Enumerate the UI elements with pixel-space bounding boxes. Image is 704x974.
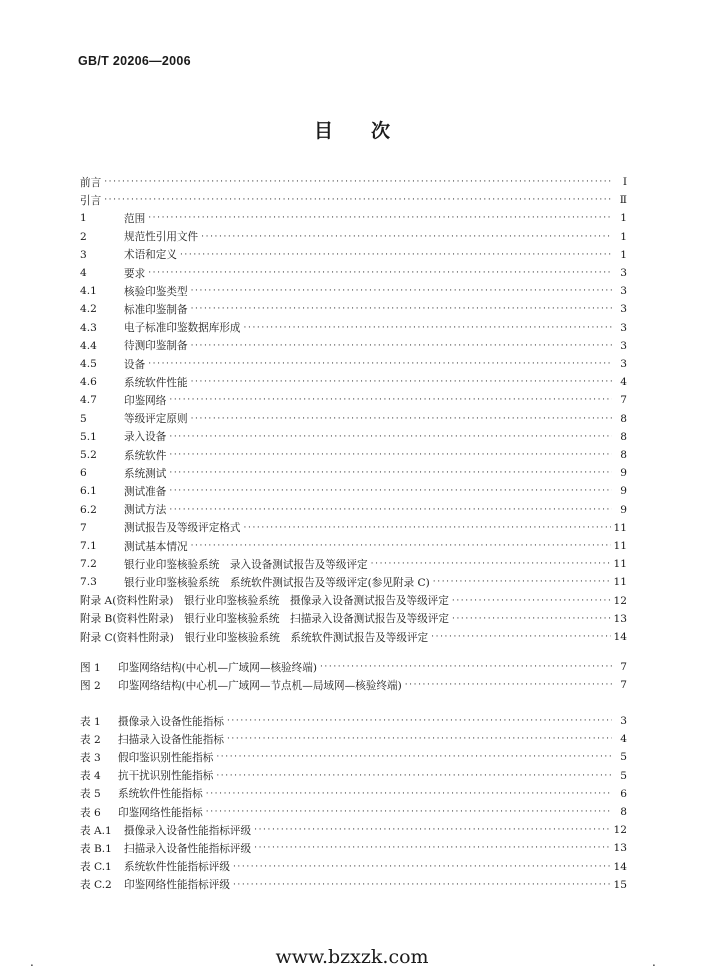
- dot-leader: [169, 450, 612, 460]
- entry-number: 7: [80, 521, 87, 534]
- entry-page: 3: [620, 358, 627, 370]
- entry-title: 测试准备: [124, 485, 167, 498]
- entry-title: 印鉴网络: [124, 394, 167, 407]
- entry-title: 录入设备: [124, 431, 167, 444]
- entry-number: 4: [80, 267, 87, 279]
- entry-title: 扫描录入设备性能指标: [118, 733, 224, 746]
- dot-leader: [227, 716, 612, 726]
- dot-leader: [254, 825, 610, 835]
- entry-page: 8: [620, 449, 627, 461]
- dot-leader: [191, 304, 612, 314]
- entry-page: 13: [613, 612, 627, 625]
- entry-title: 测试基本情况: [124, 540, 188, 553]
- entry-number: 4.4: [80, 339, 97, 352]
- entry-page: 14: [613, 860, 627, 873]
- entry-number: 1: [80, 212, 87, 225]
- toc-entry: [80, 173, 627, 191]
- entry-number: 表 C.2: [80, 879, 112, 892]
- entry-number: 7.1: [80, 540, 97, 552]
- entry-title: 核验印鉴类型: [124, 285, 188, 298]
- toc-entry: [80, 337, 627, 355]
- dot-leader: [104, 195, 612, 205]
- entry-title: 测试方法: [124, 504, 167, 517]
- entry-title: 扫描录入设备性能指标评级: [124, 842, 252, 855]
- entry-title: 待测印鉴制备: [124, 340, 188, 353]
- dot-leader: [320, 662, 612, 672]
- dot-leader: [206, 789, 612, 799]
- table-entry: [80, 876, 627, 894]
- entry-number: 图 2: [80, 679, 101, 692]
- entry-page: 3: [620, 339, 627, 352]
- entry-number: 5.2: [80, 449, 97, 461]
- entry-title: 范围: [124, 212, 146, 225]
- table-entry: [80, 712, 627, 730]
- dot-leader: [148, 213, 612, 223]
- footer-website: www.bzxzk.com: [275, 946, 429, 968]
- dot-leader: [433, 577, 611, 587]
- entry-title: 印鉴网络结构(中心机—广域网—核验终端): [118, 661, 317, 674]
- entry-title: 摄像录入设备性能指标: [118, 715, 224, 728]
- entry-title: 系统软件: [124, 449, 167, 462]
- entry-number: 表 1: [80, 715, 101, 728]
- entry-number: 4.2: [80, 303, 97, 316]
- entry-title: 电子标准印鉴数据库形成: [124, 322, 241, 335]
- entry-page: 15: [613, 878, 627, 891]
- entry-number: 4.6: [80, 376, 97, 389]
- entry-page: 4: [620, 376, 627, 389]
- entry-number: 表 B.1: [80, 842, 112, 855]
- entry-number: 图 1: [80, 661, 101, 674]
- dot-leader: [191, 286, 612, 296]
- dot-leader: [169, 468, 612, 478]
- toc-entry: [80, 573, 627, 591]
- entry-title: 引言: [80, 194, 102, 207]
- entry-number: 5.1: [80, 430, 97, 443]
- entry-title: 抗干扰识别性能指标: [118, 770, 214, 783]
- entry-page: 3: [620, 285, 627, 298]
- dot-leader: [191, 414, 612, 424]
- entry-title: 银行业印鉴核验系统 录入设备测试报告及等级评定: [124, 558, 368, 571]
- toc-entry: [80, 592, 627, 610]
- entry-page: 9: [620, 467, 627, 480]
- entry-number: 6.1: [80, 485, 97, 498]
- toc-entry: [80, 209, 627, 227]
- dot-leader: [216, 771, 612, 781]
- table-entry: [80, 803, 627, 821]
- toc-entry: [80, 555, 627, 573]
- entry-title: 印鉴网络性能指标: [118, 806, 203, 819]
- dot-leader: [452, 596, 611, 606]
- dot-leader: [169, 505, 612, 515]
- dot-leader: [452, 614, 611, 624]
- entry-page: 7: [620, 679, 627, 692]
- entry-number: 4.5: [80, 358, 97, 370]
- dot-leader: [169, 432, 612, 442]
- toc-entry: [80, 246, 627, 264]
- figure-entry: [80, 676, 627, 694]
- table-entry: [80, 748, 627, 766]
- dot-leader: [148, 359, 612, 369]
- entry-page: 11: [613, 558, 627, 571]
- entry-title: 银行业印鉴核验系统 系统软件测试报告及等级评定(参见附录 C): [124, 576, 430, 589]
- toc-entry: [80, 373, 627, 391]
- footer-dot-right: .: [652, 955, 656, 969]
- entry-title: 假印鉴识别性能指标: [118, 751, 214, 764]
- dot-leader: [254, 843, 610, 853]
- entry-title: 系统软件性能指标评级: [124, 861, 230, 874]
- entry-title: 设备: [124, 358, 146, 371]
- entry-number: 4.1: [80, 285, 97, 298]
- entry-page: 1: [620, 212, 627, 225]
- entry-number: 3: [80, 248, 87, 261]
- toc-entry: [80, 391, 627, 409]
- toc-entry: [80, 282, 627, 300]
- toc-entry: [80, 300, 627, 318]
- entry-page: 11: [613, 540, 627, 552]
- table-entry: [80, 858, 627, 876]
- dot-leader: [206, 807, 612, 817]
- entry-title: 印鉴网络性能指标评级: [124, 879, 230, 892]
- entry-title: 附录 A(资料性附录) 银行业印鉴核验系统 摄像录入设备测试报告及等级评定: [80, 595, 449, 608]
- toc-entry: [80, 191, 627, 209]
- entry-page: 7: [620, 661, 627, 673]
- table-entry: [80, 839, 627, 857]
- toc-entry: [80, 519, 627, 537]
- entry-title: 摄像录入设备性能指标评级: [124, 824, 252, 837]
- entry-title: 术语和定义: [124, 249, 177, 262]
- table-entry: [80, 785, 627, 803]
- dot-leader: [148, 268, 612, 278]
- dot-leader: [191, 377, 612, 387]
- dot-leader: [405, 680, 612, 690]
- entry-title: 附录 C(资料性附录) 银行业印鉴核验系统 系统软件测试报告及等级评定: [80, 631, 429, 644]
- toc-entry: [80, 228, 627, 246]
- footer-dot-left: .: [30, 955, 34, 969]
- entry-number: 4.3: [80, 321, 97, 334]
- toc-entry: [80, 355, 627, 373]
- entry-page: 9: [620, 485, 627, 498]
- entry-number: 5: [80, 412, 87, 425]
- entry-page: Ⅰ: [622, 176, 627, 188]
- toc-entry: [80, 610, 627, 628]
- entry-number: 表 A.1: [80, 824, 112, 837]
- entry-page: 6: [620, 787, 627, 800]
- entry-page: 1: [620, 248, 627, 261]
- entry-title: 测试报告及等级评定格式: [124, 522, 241, 535]
- toc-entry: [80, 428, 627, 446]
- entry-title: 标准印鉴制备: [124, 303, 188, 316]
- entry-page: 8: [620, 806, 627, 818]
- entry-number: 7.2: [80, 558, 97, 571]
- dot-leader: [431, 632, 610, 642]
- toc-entry: [80, 464, 627, 482]
- entry-title: 附录 B(资料性附录) 银行业印鉴核验系统 扫描录入设备测试报告及等级评定: [80, 613, 450, 626]
- toc-entry: [80, 501, 627, 519]
- dot-leader: [227, 734, 612, 744]
- entry-page: 3: [620, 267, 627, 279]
- dot-leader: [201, 232, 612, 242]
- toc-entry: [80, 537, 627, 555]
- entry-page: 9: [620, 503, 627, 516]
- dot-leader: [169, 486, 612, 496]
- toc-entry: [80, 628, 627, 646]
- entry-page: 12: [613, 594, 627, 607]
- table-entry: [80, 730, 627, 748]
- entry-number: 表 3: [80, 751, 101, 764]
- entry-page: 12: [613, 824, 627, 837]
- entry-title: 系统软件性能: [124, 376, 188, 389]
- toc-entry: [80, 410, 627, 428]
- entry-number: 表 C.1: [80, 861, 112, 874]
- entry-page: 8: [620, 412, 627, 425]
- dot-leader: [191, 341, 612, 351]
- entry-title: 规范性引用文件: [124, 231, 199, 244]
- entry-page: 3: [620, 321, 627, 334]
- entry-title: 要求: [124, 267, 146, 280]
- dot-leader: [244, 323, 612, 333]
- entry-page: Ⅱ: [619, 194, 627, 207]
- entry-number: 6: [80, 467, 87, 480]
- entry-page: 14: [613, 631, 627, 643]
- entry-page: 7: [620, 394, 627, 407]
- standard-code: GB/T 20206—2006: [78, 54, 191, 68]
- dot-leader: [169, 395, 612, 405]
- dot-leader: [104, 177, 612, 187]
- entry-number: 表 4: [80, 770, 101, 783]
- entry-page: 3: [620, 715, 627, 727]
- dot-leader: [371, 559, 611, 569]
- table-entry: [80, 821, 627, 839]
- page-title: 目次: [313, 120, 428, 142]
- entry-page: 3: [620, 303, 627, 316]
- entry-number: 6.2: [80, 503, 97, 516]
- entry-number: 4.7: [80, 394, 97, 407]
- toc-entry: [80, 319, 627, 337]
- entry-page: 13: [613, 842, 627, 855]
- entry-number: 表 5: [80, 788, 101, 801]
- entry-number: 表 6: [80, 806, 101, 819]
- toc-entry: [80, 264, 627, 282]
- entry-title: 印鉴网络结构(中心机—广域网—节点机—局域网—核验终端): [118, 679, 402, 692]
- dot-leader: [216, 752, 612, 762]
- entry-page: 11: [613, 521, 627, 534]
- toc-entry: [80, 446, 627, 464]
- dot-leader: [180, 250, 612, 260]
- entry-number: 表 2: [80, 733, 101, 746]
- entry-title: 前言: [80, 176, 102, 189]
- table-entry: [80, 767, 627, 785]
- entry-page: 5: [620, 769, 627, 782]
- entry-number: 7.3: [80, 576, 97, 589]
- toc-entry: [80, 482, 627, 500]
- entry-page: 4: [620, 733, 627, 746]
- dot-leader: [191, 541, 611, 551]
- dot-leader: [244, 523, 611, 533]
- entry-number: 2: [80, 230, 87, 243]
- dot-leader: [233, 880, 611, 890]
- entry-title: 等级评定原则: [124, 413, 188, 426]
- dot-leader: [233, 862, 611, 872]
- entry-page: 8: [620, 430, 627, 443]
- entry-title: 系统测试: [124, 467, 167, 480]
- entry-page: 11: [613, 576, 627, 589]
- entry-title: 系统软件性能指标: [118, 788, 203, 801]
- entry-page: 5: [620, 751, 627, 764]
- entry-page: 1: [620, 230, 627, 243]
- figure-entry: [80, 658, 627, 676]
